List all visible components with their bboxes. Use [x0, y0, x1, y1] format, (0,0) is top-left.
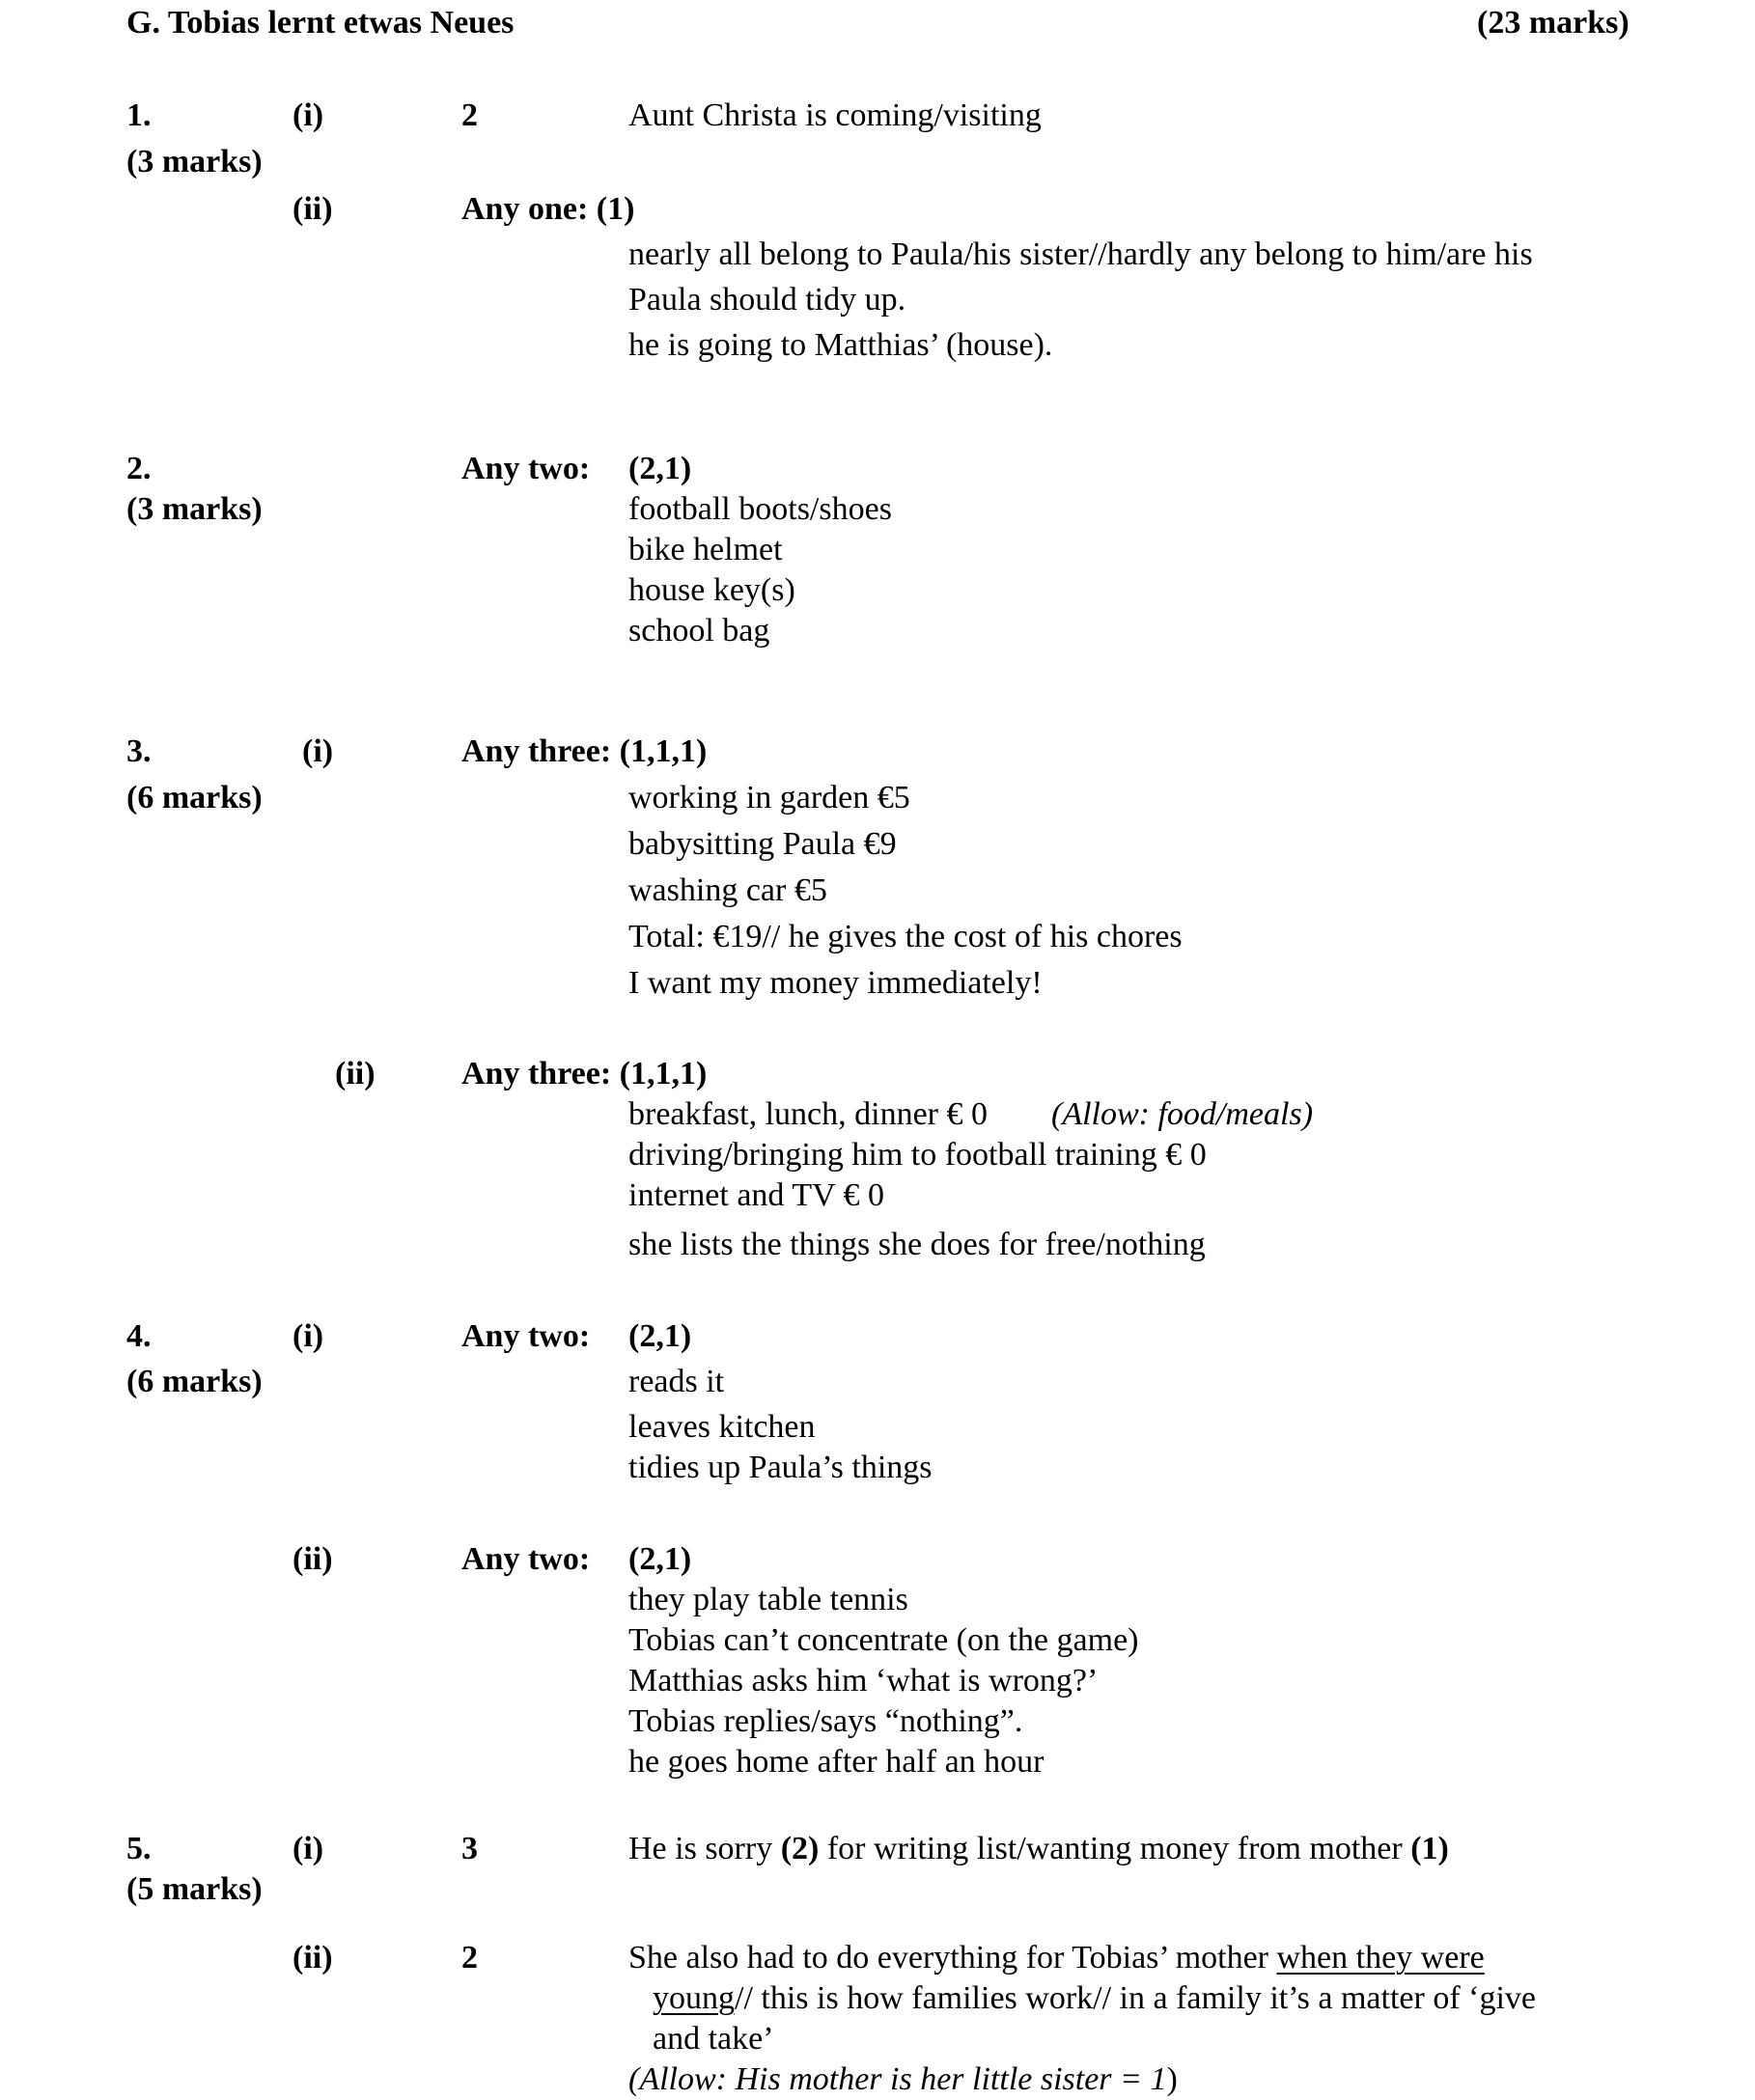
q4-i-label: (i) [292, 1318, 324, 1354]
q4-ii-option: he goes home after half an hour [628, 1744, 1045, 1780]
q1-ii-rule: Any one: (1) [461, 191, 635, 227]
q3-i-option: Total: €19// he gives the cost of his chores [628, 919, 1183, 954]
q5-ii-underlined-text: young [653, 1980, 735, 2016]
q3-i-label: (i) [302, 733, 334, 769]
q5-ii-answer-line [653, 1978, 1536, 2019]
q5-ii-answer-line [628, 1938, 1485, 1978]
q2-marks: (3 marks) [126, 491, 263, 527]
q1-ii-label: (ii) [292, 191, 333, 227]
q4-number: 4. [126, 1318, 152, 1354]
q4-i-option: leaves kitchen [628, 1409, 816, 1445]
q3-i-option: washing car €5 [628, 872, 827, 908]
q5-i-label: (i) [292, 1831, 324, 1866]
q4-ii-option: Matthias asks him ‘what is wrong?’ [628, 1663, 1099, 1699]
q2-option: bike helmet [628, 532, 783, 567]
q1-ii-option: nearly all belong to Paula/his sister//hardly any belong to him/are his [628, 236, 1533, 272]
q5-ii-allow-close: ) [1166, 2061, 1178, 2097]
total-marks: (23 marks) [1477, 5, 1630, 41]
q3-i-option: working in garden €5 [628, 780, 910, 815]
q5-ii-answer-line: and take’ [653, 2021, 774, 2057]
q5-ii-points: 2 [461, 1940, 478, 1976]
q1-marks: (3 marks) [126, 144, 263, 180]
q5-ii-underlined-text: when they were [1276, 1940, 1485, 1976]
q2-option: football boots/shoes [628, 491, 892, 527]
q1-ii-option: Paula should tidy up. [628, 282, 906, 318]
q5-ii-text: She also had to do everything for Tobias’ mother [628, 1940, 1277, 1976]
q5-i-mark: (2) [780, 1831, 820, 1866]
q4-i-rule: Any two: [461, 1318, 591, 1354]
q1-i-answer: Aunt Christa is coming/visiting [628, 97, 1042, 133]
q3-ii-option: breakfast, lunch, dinner € 0 [628, 1096, 988, 1132]
q4-i-option: tidies up Paula’s things [628, 1450, 933, 1485]
q4-ii-option: they play table tennis [628, 1582, 908, 1617]
q2-allocation: (2,1) [628, 451, 692, 486]
section-title: G. Tobias lernt etwas Neues [126, 5, 515, 41]
q3-i-option: I want my money immediately! [628, 965, 1043, 1001]
q3-i-option: babysitting Paula €9 [628, 826, 897, 862]
q1-i-label: (i) [292, 97, 324, 133]
q3-ii-rule: Any three: (1,1,1) [461, 1056, 708, 1091]
q5-ii-text: // this is how families work// in a family it’s a matter of ‘give [735, 1980, 1537, 2016]
q3-i-rule: Any three: (1,1,1) [461, 733, 708, 769]
q2-option: house key(s) [628, 572, 795, 608]
q4-i-allocation: (2,1) [628, 1318, 692, 1354]
q3-ii-option: she lists the things she does for free/nothing [628, 1227, 1206, 1262]
q4-ii-rule: Any two: [461, 1541, 591, 1577]
q5-i-mark: (1) [1410, 1831, 1449, 1866]
q5-i-points: 3 [461, 1831, 478, 1866]
q4-ii-label: (ii) [292, 1541, 333, 1577]
q2-number: 2. [126, 451, 152, 486]
q5-number: 5. [126, 1831, 152, 1866]
q3-marks: (6 marks) [126, 780, 263, 815]
q3-number: 3. [126, 733, 152, 769]
q4-ii-option: Tobias can’t concentrate (on the game) [628, 1622, 1139, 1658]
q4-ii-allocation: (2,1) [628, 1541, 692, 1577]
q4-ii-option: Tobias replies/says “nothing”. [628, 1703, 1023, 1739]
q5-i-answer [628, 1829, 1449, 1869]
q5-ii-allow-value: 1 [1150, 2061, 1167, 2097]
q5-ii-allow-text: (Allow: His mother is her little sister = [628, 2061, 1151, 2097]
q4-i-option: reads it [628, 1364, 725, 1399]
q1-ii-option: he is going to Matthias’ (house). [628, 327, 1053, 363]
q3-ii-option: internet and TV € 0 [628, 1177, 885, 1213]
q3-ii-option: driving/bringing him to football training € 0 [628, 1137, 1207, 1173]
q3-ii-label: (ii) [335, 1056, 376, 1091]
q2-rule: Any two: [461, 451, 591, 486]
q5-ii-label: (ii) [292, 1940, 333, 1976]
q2-option: school bag [628, 613, 770, 649]
q3-ii-option-note: (Allow: food/meals) [1051, 1096, 1314, 1132]
q5-marks: (5 marks) [126, 1871, 263, 1907]
q5-i-answer-part: He is sorry [628, 1831, 781, 1866]
q4-marks: (6 marks) [126, 1364, 263, 1399]
q5-i-answer-part: for writing list/wanting money from mother [819, 1831, 1411, 1866]
q1-i-points: 2 [461, 97, 478, 133]
q1-number: 1. [126, 97, 152, 133]
q5-ii-allow-note [628, 2059, 1178, 2100]
